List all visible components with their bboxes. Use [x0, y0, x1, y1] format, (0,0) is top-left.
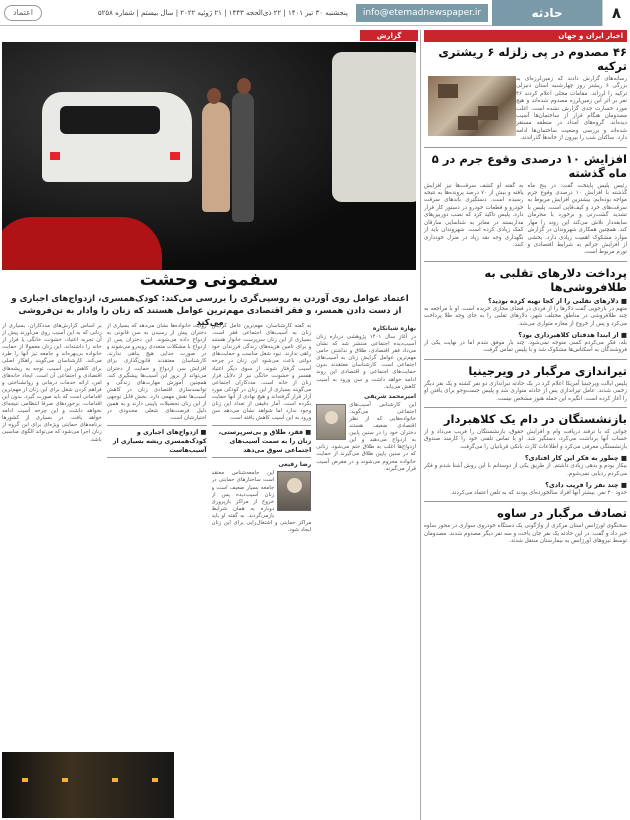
person-figure [232, 92, 254, 222]
accident-story [424, 506, 627, 545]
section-tab[interactable]: حادثه [492, 0, 602, 26]
main-headline[interactable]: سفمونی وحشت [139, 270, 279, 290]
expert-name: رضا رفیعی [278, 461, 312, 469]
dateline: پنجشنبه ۳۰ تیر ۱۴۰۱ | ۲۲ ذی‌الحجه ۱۴۴۳ | ۲۱ ژوئیه ۲۰۲۲ | سال بیستم | شماره ۵۲۵۸ [97, 8, 348, 17]
accident-headline[interactable]: تصادف مرگبار در ساوه [497, 506, 627, 521]
report-kicker: گزارش [360, 30, 418, 41]
divider [424, 261, 627, 262]
news-column [420, 30, 630, 820]
fraud-story [424, 412, 627, 497]
lenders-question-2: ■ از ابتدا هدفتان کلاهبرداری بود؟ [518, 330, 627, 339]
fraud-headline[interactable]: بازنشستگان در دام یک کلاهبردار [443, 411, 627, 426]
newspaper-logo: اعتماد [4, 5, 42, 21]
main-photo [2, 42, 416, 270]
email-link[interactable]: info@etemadnewspaper.ir [356, 4, 488, 22]
shooting-text: پلیس ایالت ویرجینیا آمریکا اعلام کرد در یک حادثه تیراندازی دو نفر کشته و یک نفر دیگر زخمی شدند. عامل تیراندازی پس از حادثه متواری شد و پلیس جست‌وجو برای یافتن او را آغاز کرده است. انگیزه این حمله هنوز مشخص نیست. [424, 380, 627, 402]
column-kicker: اخبار ایران و جهان [424, 30, 627, 42]
main-subheadline: اعتماد عوامل روی آوردن به روسپی‌گری را بررسی می‌کند: کودک‌همسری، ازدواج‌های اجباری و از دست دادن همسر، و فقر اقتصادی مهم‌ترین عوامل هستند که زنان را وادار به تن‌فروشی می‌کند [11, 294, 409, 328]
page-header [0, 0, 630, 26]
divider [424, 501, 627, 502]
shooting-story [424, 364, 627, 403]
lenders-story [424, 266, 627, 355]
article-text: روایت خانواده‌ها نشان می‌دهد که بسیاری از دختران پیش از رسیدن به سن قانونی به ازدواج داده می‌شوند. این دختران پس از ازدواج با مشکلات متعددی روبه‌رو می‌شوند و در صورت جدایی هیچ پناهی ندارند. کارشناسان معتقدند قانون‌گذاری برای افزایش سن ازدواج و حمایت از دختران می‌تواند از بروز این آسیب‌ها پیشگیری کند. همچنین آموزش مهارت‌های زندگی و توانمندسازی اقتصادی زنان در کاهش آسیب‌ها نقش مهمی دارد. بخش قابل توجهی از این زنان تحصیلات پایینی دارند و به همین دلیل فرصت‌های شغلی محدودی در اختیارشان است. [106, 323, 207, 422]
article-body [2, 323, 416, 813]
crime-headline[interactable]: افزایش ۱۰ درصدی وقوع جرم در ۵ ماه گذشته [431, 151, 627, 180]
byline: بهاره شبانکاره [372, 325, 416, 332]
lenders-answer-1: متهم در بازجویی گفت دلارها را از فردی در فضای مجازی خریده است. او با مراجعه به چند طلافروشی در مناطق مختلف شهر، دلارهای تقلبی را به جای وجه طلا پرداخت می‌کرد و پس از خروج از مغازه متواری می‌شد. [424, 305, 627, 327]
car-shape [2, 217, 162, 270]
quake-story [424, 45, 627, 143]
person-figure [202, 102, 230, 212]
crime-story [424, 152, 627, 257]
article-column [107, 323, 207, 813]
lenders-headline[interactable]: پرداخت دلارهای تقلبی به طلافروشی‌ها [484, 265, 627, 294]
expert-photo [277, 471, 311, 511]
crime-text-a: رئیس پلیس پایتخت گفت: در پنج ماه گذشته با افزایش ۱۰ درصدی وقوع جرم مواجه بوده‌ایم. بیشترین افزایش مربوط به سرقت‌های خرد و کیف‌قاپی است. پلیس با تشدید گشت‌زنی و برخورد با مجرمان سابقه‌دار تلاش می‌کند این روند را مهار کند. همچنین همکاری شهروندان در گزارش موارد مشکوک اهمیت زیادی دارد. بخشی از افزایش جرائم به شرایط اقتصادی و تورم مربوط است. [527, 182, 627, 256]
lenders-question-1: ■ دلارهای تقلبی را از کجا تهیه کرده بودید؟ [487, 296, 627, 305]
quake-photo [428, 76, 516, 136]
article-column [212, 323, 312, 813]
divider [424, 407, 627, 408]
article-text: بر اساس گزارش‌های مددکاران، بسیاری از زنانی که به این آسیب روی می‌آورند پیش از آن تجربه اعتیاد، خشونت خانگی یا فرار از خانه را داشته‌اند. این زنان معمولا از حمایت خانواده بی‌بهره‌اند و جامعه نیز آنها را طرد می‌کند. کارشناسان می‌گویند راهکار اصلی برای کاهش این آسیب، توجه به ریشه‌های اقتصادی و اجتماعی آن است. ایجاد خانه‌های امن، ارائه خدمات درمانی و روانشناختی و فراهم کردن شغل برای این زنان از مهم‌ترین اقداماتی است که باید صورت گیرد. بدون این اقدامات، برخوردهای صرفا انتظامی نتیجه‌ای نخواهد داشت و این چرخه آسیب ادامه خواهد یافت. در بسیاری از کشورها برنامه‌های حمایتی ویژه‌ای برای این گروه از زنان اجرا می‌شود که می‌تواند الگوی مناسبی باشد. [2, 323, 102, 443]
crime-text-b: به گفته او کشف سرقت‌ها نیز افزایش یافته و بیش از ۷۰ درصد پرونده‌ها به نتیجه رسیده است. دستگیری باندهای سرقت خودرو و قطعات خودرو در دستور کار قرار دارد. پلیس تاکید کرد که نصب دوربین‌های مداربسته در معابر به شناسایی سارقان کمک زیادی کرده است. شهروندان باید از نگهداری وجه نقد زیاد در منزل خودداری کنند. [424, 182, 524, 248]
pull-quote-text: ■ ازدواج‌های اجباری و کودک‌همسری ریشه بسیاری از آسیب‌هاست [112, 429, 207, 455]
fraud-text: جوانی که با ترفند دریافت وام و افزایش حقوق، بازنشستگان را فریب می‌داد و از حساب آنها برداشت می‌کرد، دستگیر شد. او با تماس تلفنی خود را کارمند صندوق بازنشستگی معرفی می‌کرد و اطلاعات کارت بانکی قربانیان را می‌گرفت. [424, 428, 627, 450]
divider [424, 147, 627, 148]
pull-quote-text: ■ فقر، طلاق و بی‌سرپرستی، زنان را به سمت آسیب‌های اجتماعی سوق می‌دهد [218, 429, 312, 455]
feature-article [0, 30, 418, 820]
expert-text: این جامعه‌شناس معتقد است ساختارهای حمایتی در جامعه بسیار ضعیف است و زنان آسیب‌دیده پس از خروج از مراکز بازپروری دوباره به همان شرایط بازمی‌گردند. به گفته او باید مراکز حمایتی و اشتغال‌زایی برای این زنان ایجاد شود. [211, 470, 312, 534]
car-shape [332, 52, 416, 202]
shooting-headline[interactable]: تیراندازی مرگبار در ویرجینیا [468, 363, 627, 378]
street-photo [2, 752, 174, 818]
fraud-answer-2: حدود ۴۰ نفر. بیشتر آنها افراد سالخورده‌ای بودند که به تلفن اعتماد می‌کردند. [450, 490, 627, 496]
lenders-answer-2: بله، فکر می‌کردم کسی متوجه نمی‌شود. چند بار موفق شدم اما در نهایت یکی از فروشندگان به اسکناس‌ها مشکوک شد و با پلیس تماس گرفت. [424, 339, 627, 354]
quake-headline[interactable]: ۴۶ مصدوم در پی زلزله ۶ ریشتری ترکیه [438, 45, 627, 73]
pull-quote [212, 425, 312, 458]
divider [424, 359, 627, 360]
quake-text: رسانه‌های گزارش دادند که زمین‌لرزه‌ای به بزرگی ۶ ریشتر روز چهارشنبه استان دنیزلی ترکیه را لرزاند. مقامات محلی اعلام کردند ۴۶ نفر بر اثر این زمین‌لرزه مصدوم شده‌اند و هیچ مورد خسارت جدی گزارش نشده است. اغلب مصدومان هنگام فرار از ساختمان‌ها آسیب دیده‌اند. گروه‌های امداد در منطقه مستقر شده‌اند و بررسی وضعیت ساختمان‌ها ادامه دارد. ساکنان شب را بیرون از خانه‌ها گذراندند. [516, 76, 628, 142]
article-intro: در آغاز سال ۱۴۰۱ پژوهشی درباره زنان آسیب‌دیده اجتماعی منتشر شد که نشان می‌داد فقر اقتصادی، طلاق و نداشتن حامی مهم‌ترین عوامل گرایش زنان به آسیب‌های اجتماعی است. کارشناسان معتقدند بدون حمایت‌های اجتماعی و اقتصادی این روند ادامه خواهد داشت و سن ورود به آسیب کاهش می‌یابد. [316, 334, 416, 390]
fraud-answer-1: بیکار بودم و بدهی زیادی داشتم. از طریق یکی از دوستانم با این روش آشنا شدم و فکر می‌کردم ردیابی نمی‌شوم. [424, 463, 627, 477]
tail-light [170, 152, 180, 160]
tail-light [50, 152, 60, 160]
fraud-question-1: ■ چطور به فکر این کار افتادی؟ [524, 454, 627, 463]
expert-text: این کارشناس آسیب‌های اجتماعی می‌گوید: خانواده‌هایی که از نظر اقتصادی ضعیف هستند دختران خود را در سنین پایین به ازدواج می‌دهند و این ازدواج‌ها اغلب به طلاق ختم می‌شود. زنانی که در سنین پایین طلاق می‌گیرند از حمایت خانواده محروم می‌شوند و در معرض آسیب قرار می‌گیرند. [316, 401, 416, 472]
pull-quote [107, 425, 207, 458]
fraud-question-2: ■ چند نفر را فریب دادی؟ [545, 481, 627, 489]
car-shape [42, 92, 192, 182]
expert-photo [316, 404, 346, 440]
expert-name: امیرمحمد شریفی [364, 392, 416, 400]
page-number: ۸ [602, 0, 630, 26]
article-text: به گفته کارشناسان، مهم‌ترین عامل گرایش زنان به آسیب‌های اجتماعی فقر است. بسیاری از این زنان سرپرست خانوار هستند و برای تامین هزینه‌های زندگی فرزندان خود راهی ندارند. نبود شغل مناسب و حمایت‌های دولتی باعث می‌شود این زنان در چرخه آسیب گرفتار شوند. از سوی دیگر اعتیاد همسر و خشونت خانگی نیز از دلایل فرار زنان از خانه است. مددکاران اجتماعی می‌گویند بسیاری از این زنان در کودکی مورد آزار قرار گرفته‌اند و هیچ نهادی از آنها حمایت نکرده است. آمار دقیقی از تعداد این زنان وجود ندارد اما شواهد نشان می‌دهد سن ورود به این آسیب کاهش یافته است. [211, 323, 312, 422]
article-column [316, 323, 416, 813]
accident-text: سخنگوی اورژانس استان مرکزی از واژگونی یک دستگاه خودروی سواری در محور ساوه خبر داد و گفت: در این حادثه یک نفر جان باخت و سه نفر دیگر مصدوم شدند. مصدومان توسط نیروهای اورژانس به بیمارستان منتقل شدند. [424, 523, 627, 545]
article-column [2, 323, 102, 813]
